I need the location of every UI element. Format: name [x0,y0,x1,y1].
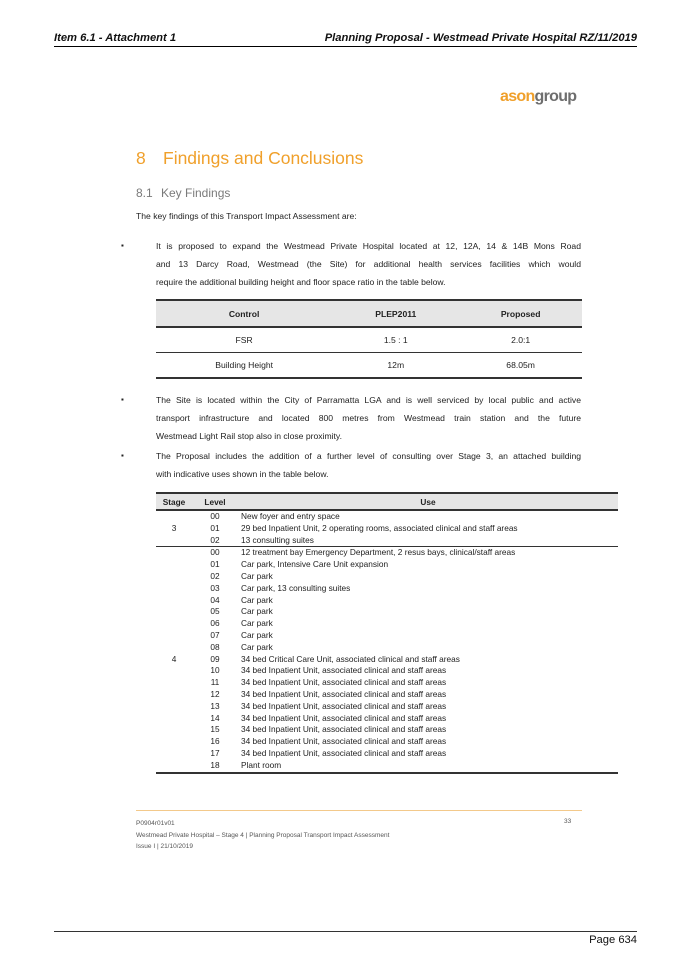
section-heading [136,148,363,169]
table-cell: 68.05m [459,353,582,379]
table-row [156,748,618,760]
column-header: Proposed [459,300,582,327]
footer-page-number: 33 [564,818,572,825]
stage-cell [156,748,192,760]
table-row [156,630,618,642]
use-cell: 34 bed Inpatient Unit, associated clinical and staff areas [241,724,447,735]
table-row [156,571,618,583]
stage-cell [156,559,192,571]
use-cell: Car park [241,594,273,605]
table-row [156,606,618,618]
level-cell: 09 [210,653,220,664]
table-row [156,353,582,379]
use-cell: 34 bed Critical Care Unit, associated clinical and staff areas [241,653,460,664]
stage-cell [156,510,192,523]
page-number: Page 634 [589,934,637,946]
level-cell: 03 [210,582,220,593]
use-cell: 34 bed Inpatient Unit, associated clinical and staff areas [241,712,447,723]
stage-cell [156,724,192,736]
level-cell: 16 [210,736,220,747]
table-row [156,677,618,689]
table-row [156,642,618,654]
table-row [156,583,618,595]
use-cell: Car park [241,629,273,640]
level-cell: 04 [210,594,220,605]
table-row [156,559,618,571]
stage-cell [156,677,192,689]
table-cell: 1.5 : 1 [332,327,459,353]
footer-reference [136,818,389,853]
stage-cell [156,547,192,559]
bullet-marker: ▪ [121,395,124,404]
table-row [156,701,618,713]
table-row [156,724,618,736]
bullet-line: Westmead Light Rail stop also in close proximity. [156,431,342,442]
use-cell: 34 bed Inpatient Unit, associated clinical and staff areas [241,736,447,747]
intro-paragraph: The key findings of this Transport Impact Assessment are: [136,211,357,221]
footer-divider [136,810,582,811]
header-attachment-label: Item 6.1 - Attachment 1 [54,32,177,44]
bullet-marker: ▪ [121,451,124,460]
page-header [54,31,637,47]
use-cell: 34 bed Inpatient Unit, associated clinical and staff areas [241,688,447,699]
table-row [156,510,618,523]
level-cell: 01 [210,559,220,570]
stage-3-group [156,510,618,547]
level-cell: 17 [210,747,220,758]
table-cell: Building Height [156,353,332,379]
section-number: 8 [136,148,146,168]
table-cell: 2.0:1 [459,327,582,353]
stage-cell [156,571,192,583]
stage-cell [156,713,192,725]
level-cell: 07 [210,629,220,640]
level-cell: 00 [210,547,220,558]
bullet-line: The Proposal includes the addition of a further level of consulting over Stage 3, an attached building [156,451,581,461]
table-row [156,654,618,666]
level-cell: 05 [210,606,220,617]
stage-cell: 3 [171,522,177,533]
bullet-line: and 13 Darcy Road, Westmead (the Site) for additional health services facilities which would [156,259,581,270]
section-title: Findings and Conclusions [163,148,364,168]
bullet-line: The Site is located within the City of Parramatta LGA and is well serviced by local public and active [156,395,581,405]
level-cell: 18 [192,760,238,773]
stage-cell [156,630,192,642]
table-row [156,535,618,547]
use-cell: 12 treatment bay Emergency Department, 2 resus bays, clinical/staff areas [241,547,516,558]
table-row [156,327,582,353]
level-cell: 15 [210,724,220,735]
column-header: Control [156,300,332,327]
stage-cell [156,689,192,701]
table-cell: 12m [332,353,459,379]
use-cell: Plant room [238,760,618,773]
table-row [156,689,618,701]
header-document-title: Planning Proposal - Westmead Private Hospital RZ/11/2019 [324,32,637,44]
use-cell: 34 bed Inpatient Unit, associated clinical and staff areas [241,747,447,758]
use-cell: Car park, Intensive Care Unit expansion [241,559,389,570]
use-cell: Car park [241,570,273,581]
bullet-marker: ▪ [121,241,124,250]
stage-levels-table [156,492,618,774]
subsection-heading [136,186,230,200]
bullet-line: transport infrastructure and located 800 metres from Westmead train station and the future [156,413,581,424]
table-row [156,713,618,725]
table-row [156,547,618,559]
level-cell: 08 [210,641,220,652]
stage-cell [156,760,192,773]
use-cell: 13 consulting suites [238,535,618,547]
table-cell: FSR [156,327,332,353]
column-header: Stage [156,493,192,510]
table-row [156,618,618,630]
level-cell: 06 [210,618,220,629]
bullet-item [121,237,581,292]
stage-cell [156,642,192,654]
bullet-item [121,391,581,446]
level-cell: 12 [210,688,220,699]
stage-cell [156,701,192,713]
level-cell: 02 [192,535,238,547]
use-cell: Car park, 13 consulting suites [241,582,351,593]
table-row [156,760,618,773]
table-row [156,523,618,535]
level-cell: 10 [210,665,220,676]
subsection-title: Key Findings [161,186,231,200]
bottom-divider [54,931,637,932]
stage-cell [156,606,192,618]
height-fsr-table [156,299,582,379]
table-row [156,736,618,748]
stage-cell [156,665,192,677]
bullet-item [121,447,581,483]
column-header: Use [238,493,618,510]
use-cell: 34 bed Inpatient Unit, associated clinical and staff areas [241,677,447,688]
level-cell: 00 [210,511,220,521]
footer-doc-title: Westmead Private Hospital – Stage 4 | Planning Proposal Transport Impact Assessment [136,831,390,839]
use-cell: Car park [241,606,273,617]
column-header: Level [192,493,238,510]
bullet-line: with indicative uses shown in the table below. [156,469,329,480]
stage-cell [156,618,192,630]
footer-issue: Issue I | 21/10/2019 [136,843,193,850]
level-cell: 11 [210,677,220,688]
level-cell: 02 [210,570,220,581]
level-cell: 01 [210,522,220,533]
stage-4-group [156,547,618,773]
use-cell: 34 bed Inpatient Unit, associated clinical and staff areas [241,700,447,711]
column-header: PLEP2011 [332,300,459,327]
level-cell: 14 [210,712,220,723]
stage-cell [156,583,192,595]
use-cell: 34 bed Inpatient Unit, associated clinical and staff areas [241,665,447,676]
bullet-line: require the additional building height and floor space ratio in the table below. [156,277,446,288]
table-row [156,665,618,677]
level-cell: 13 [210,700,220,711]
use-cell: Car park [241,641,273,652]
table-row [156,595,618,607]
use-cell: Car park [241,618,273,629]
use-cell: 29 bed Inpatient Unit, 2 operating rooms, associated clinical and staff areas [241,522,518,533]
use-cell: New foyer and entry space [241,511,340,521]
footer-doc-ref: P0904r01v01 [136,820,175,827]
stage-cell [156,535,192,547]
stage-cell [156,595,192,607]
stage-cell [156,736,192,748]
bullet-line: It is proposed to expand the Westmead Private Hospital located at 12, 12A, 14 & 14B Mons Road [156,241,581,251]
stage-cell: 4 [171,653,177,664]
subsection-number: 8.1 [136,186,153,200]
asongroup-logo: asongroup [500,88,577,105]
